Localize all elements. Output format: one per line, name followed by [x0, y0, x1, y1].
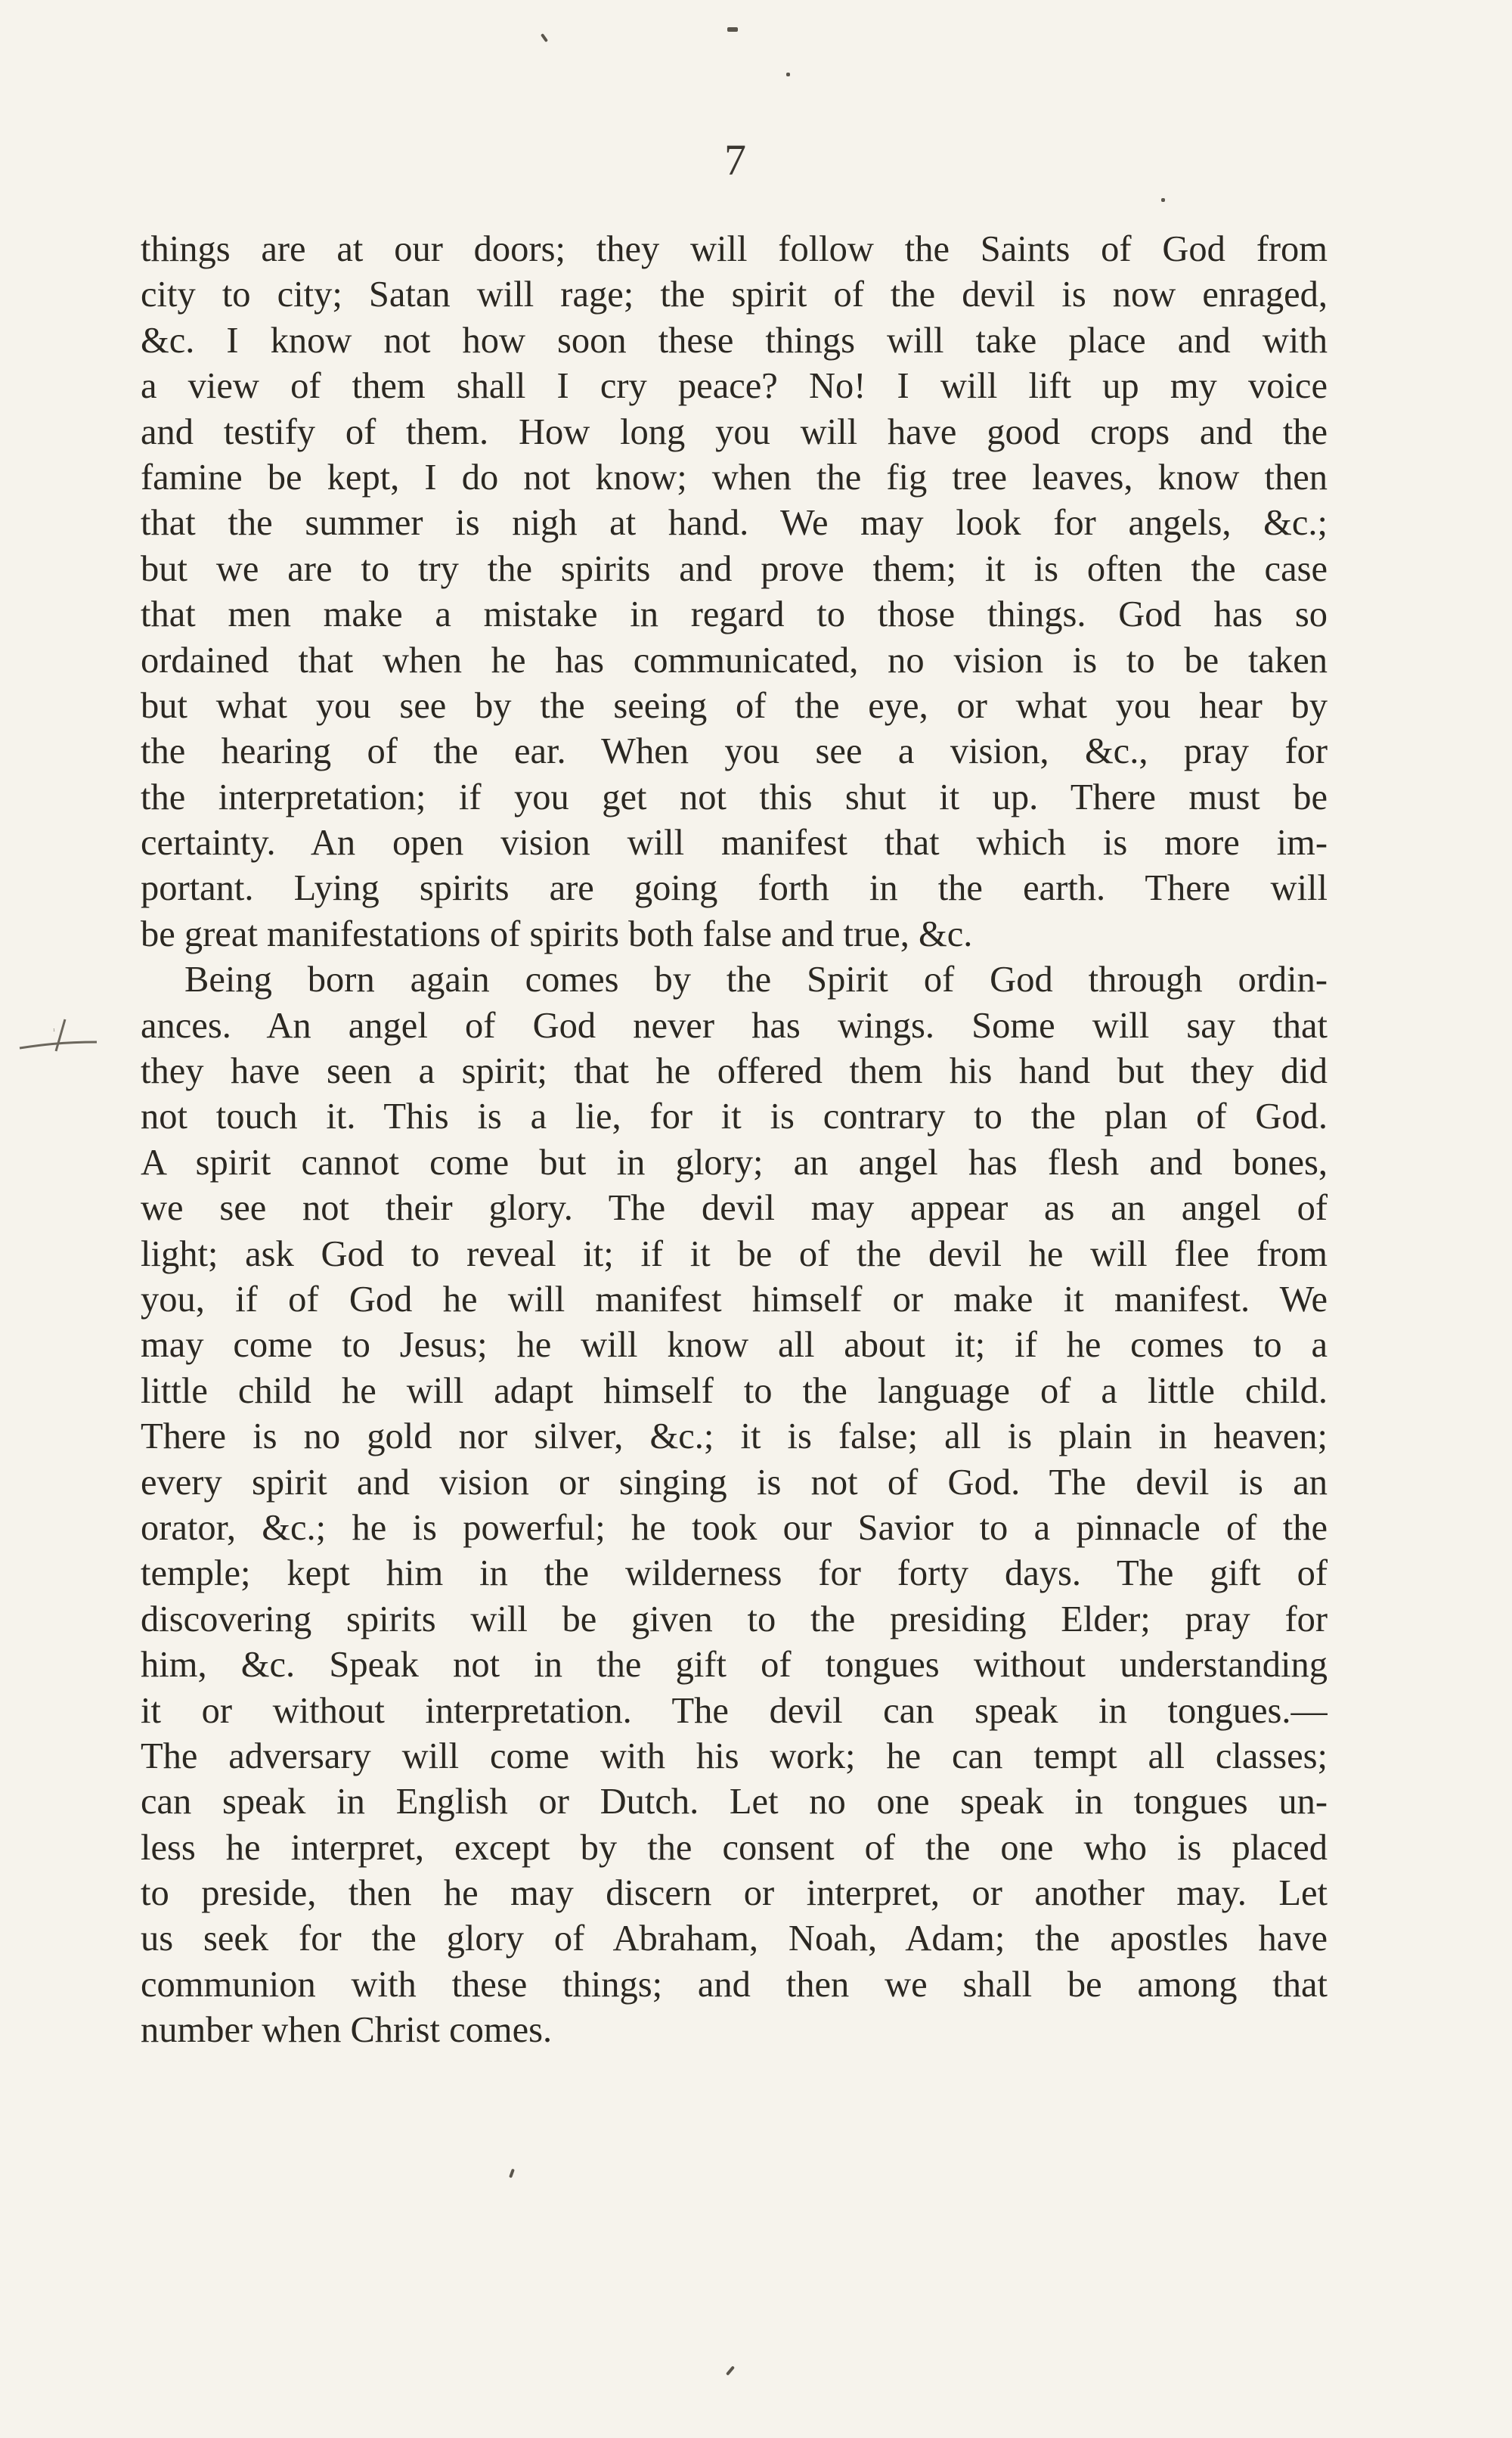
text-line: we see not their glory. The devil may appear as an angel of — [141, 1188, 1328, 1229]
print-speck — [786, 73, 790, 76]
text-line: us seek for the glory of Abraham, Noah, Adam; the apostles have — [141, 1918, 1328, 1959]
text-line: little child he will adapt himself to the language of a little child. — [141, 1370, 1328, 1411]
text-line: it or without interpretation. The devil can speak in tongues.— — [141, 1690, 1328, 1731]
text-line: not touch it. This is a lie, for it is contrary to the plan of God. — [141, 1096, 1328, 1137]
text-line: they have seen a spirit; that he offered them his hand but they did — [141, 1051, 1328, 1092]
text-line: Being born again comes by the Spirit of God through ordin- — [184, 960, 1328, 1000]
text-line: famine be kept, I do not know; when the fig tree leaves, know then — [141, 457, 1328, 498]
margin-note: 1 — [53, 1028, 55, 1033]
text-line: ances. An angel of God never has wings. Some will say that — [141, 1005, 1328, 1046]
text-line: A spirit cannot come but in glory; an angel has flesh and bones, — [141, 1142, 1328, 1183]
text-line: the hearing of the ear. When you see a vision, &c., pray for — [141, 731, 1328, 772]
text-line: the interpretation; if you get not this shut it up. There must be — [141, 777, 1328, 817]
text-line: be great manifestations of spirits both false and true, &c. — [141, 913, 973, 954]
text-line: and testify of them. How long you will have good crops and the — [141, 411, 1328, 452]
text-line: can speak in English or Dutch. Let no one speak in tongues un- — [141, 1782, 1328, 1822]
text-line: but what you see by the seeing of the eye, or what you hear by — [141, 685, 1328, 726]
text-line: may come to Jesus; he will know all about it; if he comes to a — [141, 1325, 1328, 1366]
print-speck — [1161, 198, 1165, 202]
text-line: city to city; Satan will rage; the spirit of the devil is now enraged, — [141, 275, 1328, 315]
margin-annotation-mark — [17, 1012, 100, 1057]
text-line: things are at our doors; they will follow the Saints of God from — [141, 229, 1328, 269]
text-line: less he interpret, except by the consent of the one who is placed — [141, 1827, 1328, 1868]
print-speck — [726, 2365, 735, 2375]
text-line: discovering spirits will be given to the presiding Elder; pray for — [141, 1599, 1328, 1639]
print-speck — [541, 33, 548, 42]
text-line: him, &c. Speak not in the gift of tongues without understanding — [141, 1645, 1328, 1686]
text-line: orator, &c.; he is powerful; he took our Savior to a pinnacle of the — [141, 1507, 1328, 1548]
text-line: that men make a mistake in regard to those things. God has so — [141, 594, 1328, 635]
text-line: but we are to try the spirits and prove them; it is often the case — [141, 548, 1328, 589]
page-number: 7 — [724, 135, 746, 185]
text-line: temple; kept him in the wilderness for forty days. The gift of — [141, 1553, 1328, 1594]
text-line: ordained that when he has communicated, no vision is to be taken — [141, 640, 1328, 681]
text-line: that the summer is nigh at hand. We may look for angels, &c.; — [141, 503, 1328, 544]
text-line: you, if of God he will manifest himself or make it manifest. We — [141, 1279, 1328, 1320]
text-line: every spirit and vision or singing is not of God. The devil is an — [141, 1462, 1328, 1503]
text-line: number when Christ comes. — [141, 2010, 553, 2051]
text-line: certainty. An open vision will manifest that which is more im- — [141, 823, 1328, 864]
body-text — [141, 227, 1328, 2054]
text-line: The adversary will come with his work; he can tempt all classes; — [141, 1735, 1328, 1776]
text-line: &c. I know not how soon these things will take place and with — [141, 320, 1328, 361]
text-line: There is no gold nor silver, &c.; it is false; all is plain in heaven; — [141, 1416, 1328, 1457]
text-line: portant. Lying spirits are going forth in the earth. There will — [141, 868, 1328, 909]
text-line: to preside, then he may discern or interpret, or another may. Let — [141, 1873, 1328, 1914]
text-line: communion with these things; and then we shall be among that — [141, 1964, 1328, 2005]
text-line: a view of them shall I cry peace? No! I will lift up my voice — [141, 366, 1328, 407]
print-speck — [727, 27, 738, 32]
text-line: light; ask God to reveal it; if it be of the devil he will flee from — [141, 1233, 1328, 1274]
print-speck — [509, 2169, 515, 2179]
